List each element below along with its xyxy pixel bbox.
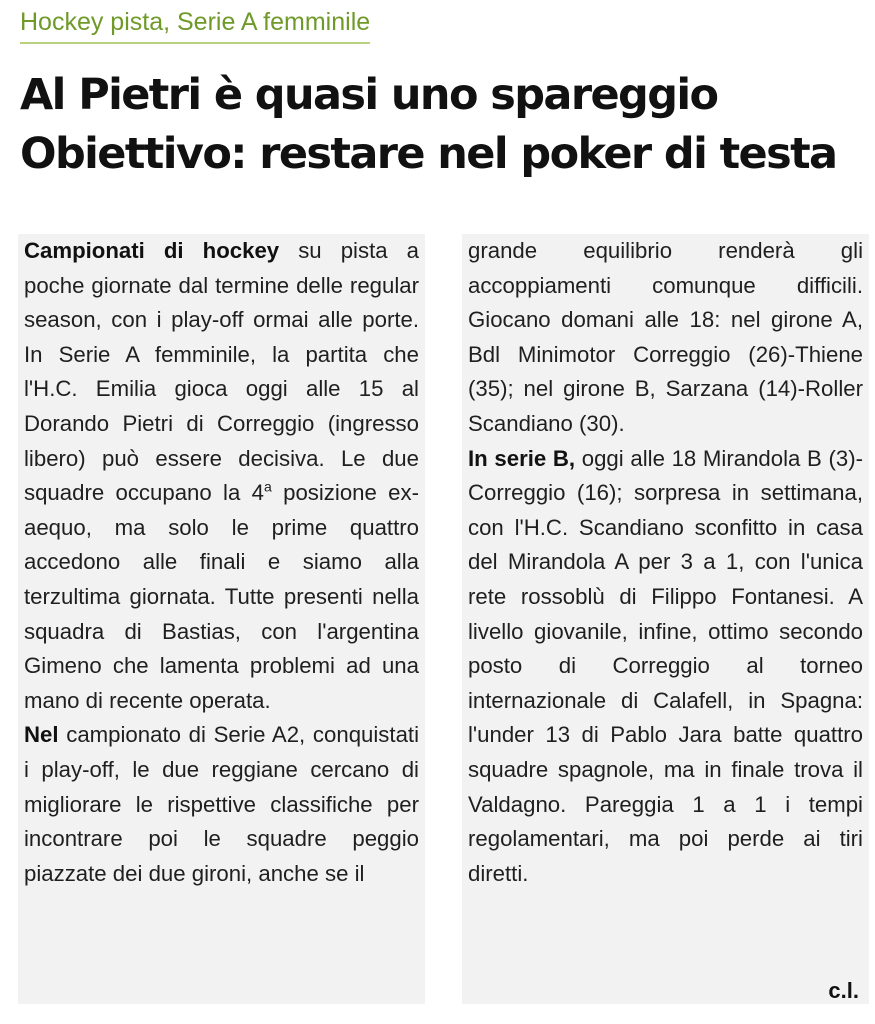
- section-kicker: Hockey pista, Serie A femminile: [20, 8, 370, 44]
- article-paragraph-2-continued: grande equilibrio renderà gli accoppiamenti comunque difficili. Giocano domani alle 18: nel girone A, Bdl Minimotor Correggio (26)-Thiene (35); nel girone B, Sarzana (14)-Roller Scandiano (30).: [468, 238, 863, 436]
- article-column-left: [18, 234, 425, 1004]
- paragraph-lead: Campionati di hockey: [24, 238, 280, 263]
- article-paragraph-3: [468, 442, 863, 892]
- paragraph-lead: In serie B,: [468, 445, 576, 471]
- paragraph-text: campionato di Serie A2, conquistati i play-off, le due reggiane cercano di migliorare le rispettive classifiche per incontrare poi le squadre peggio piazzate dei due gironi, anche se il: [24, 722, 419, 886]
- paragraph-lead: Nel: [24, 722, 59, 748]
- headline: [20, 66, 865, 184]
- headline-line-1: Al Pietri è quasi uno spareggio: [20, 70, 718, 120]
- ordinal-superscript: a: [263, 478, 272, 495]
- article-paragraph-1: [24, 234, 419, 718]
- paragraph-text: su pista a poche giornate dal termine delle regular season, con i play-off ormai alle porte. In Serie A femminile, la partita che l'H.C. Emilia gioca oggi alle 15 al Dorando Pietri di Correggio (ingresso libero) può essere decisiva. Le due squadre occupano la 4: [24, 238, 419, 506]
- headline-line-2: Obiettivo: restare nel poker di testa: [20, 129, 837, 179]
- article-paragraph-2: [24, 718, 419, 891]
- paragraph-text: posizione ex-aequo, ma solo le prime quattro accedono alle finali e siamo alla terzultima giornata. Tutte presenti nella squadra di Bastias, con l'argentina Gimeno che lamenta problemi ad una mano di recente operata.: [24, 480, 419, 713]
- paragraph-text: oggi alle 18 Mirandola B (3)-Correggio (16); sorpresa in settimana, con l'H.C. Scandiano sconfitto in casa del Mirandola A per 3 a 1, con l'unica rete rossoblù di Filippo Fontanesi. A livello giovanile, infine, ottimo secondo posto di Correggio al torneo internazionale di Calafell, in Spagna: l'under 13 di Pablo Jara batte quattro squadre spagnole, ma in finale trova il Valdagno. Pareggia 1 a 1 i tempi regolamentari, ma poi perde ai tiri diretti.: [468, 445, 863, 886]
- author-signature: c.l.: [828, 978, 859, 1003]
- article-column-right: [462, 234, 869, 1004]
